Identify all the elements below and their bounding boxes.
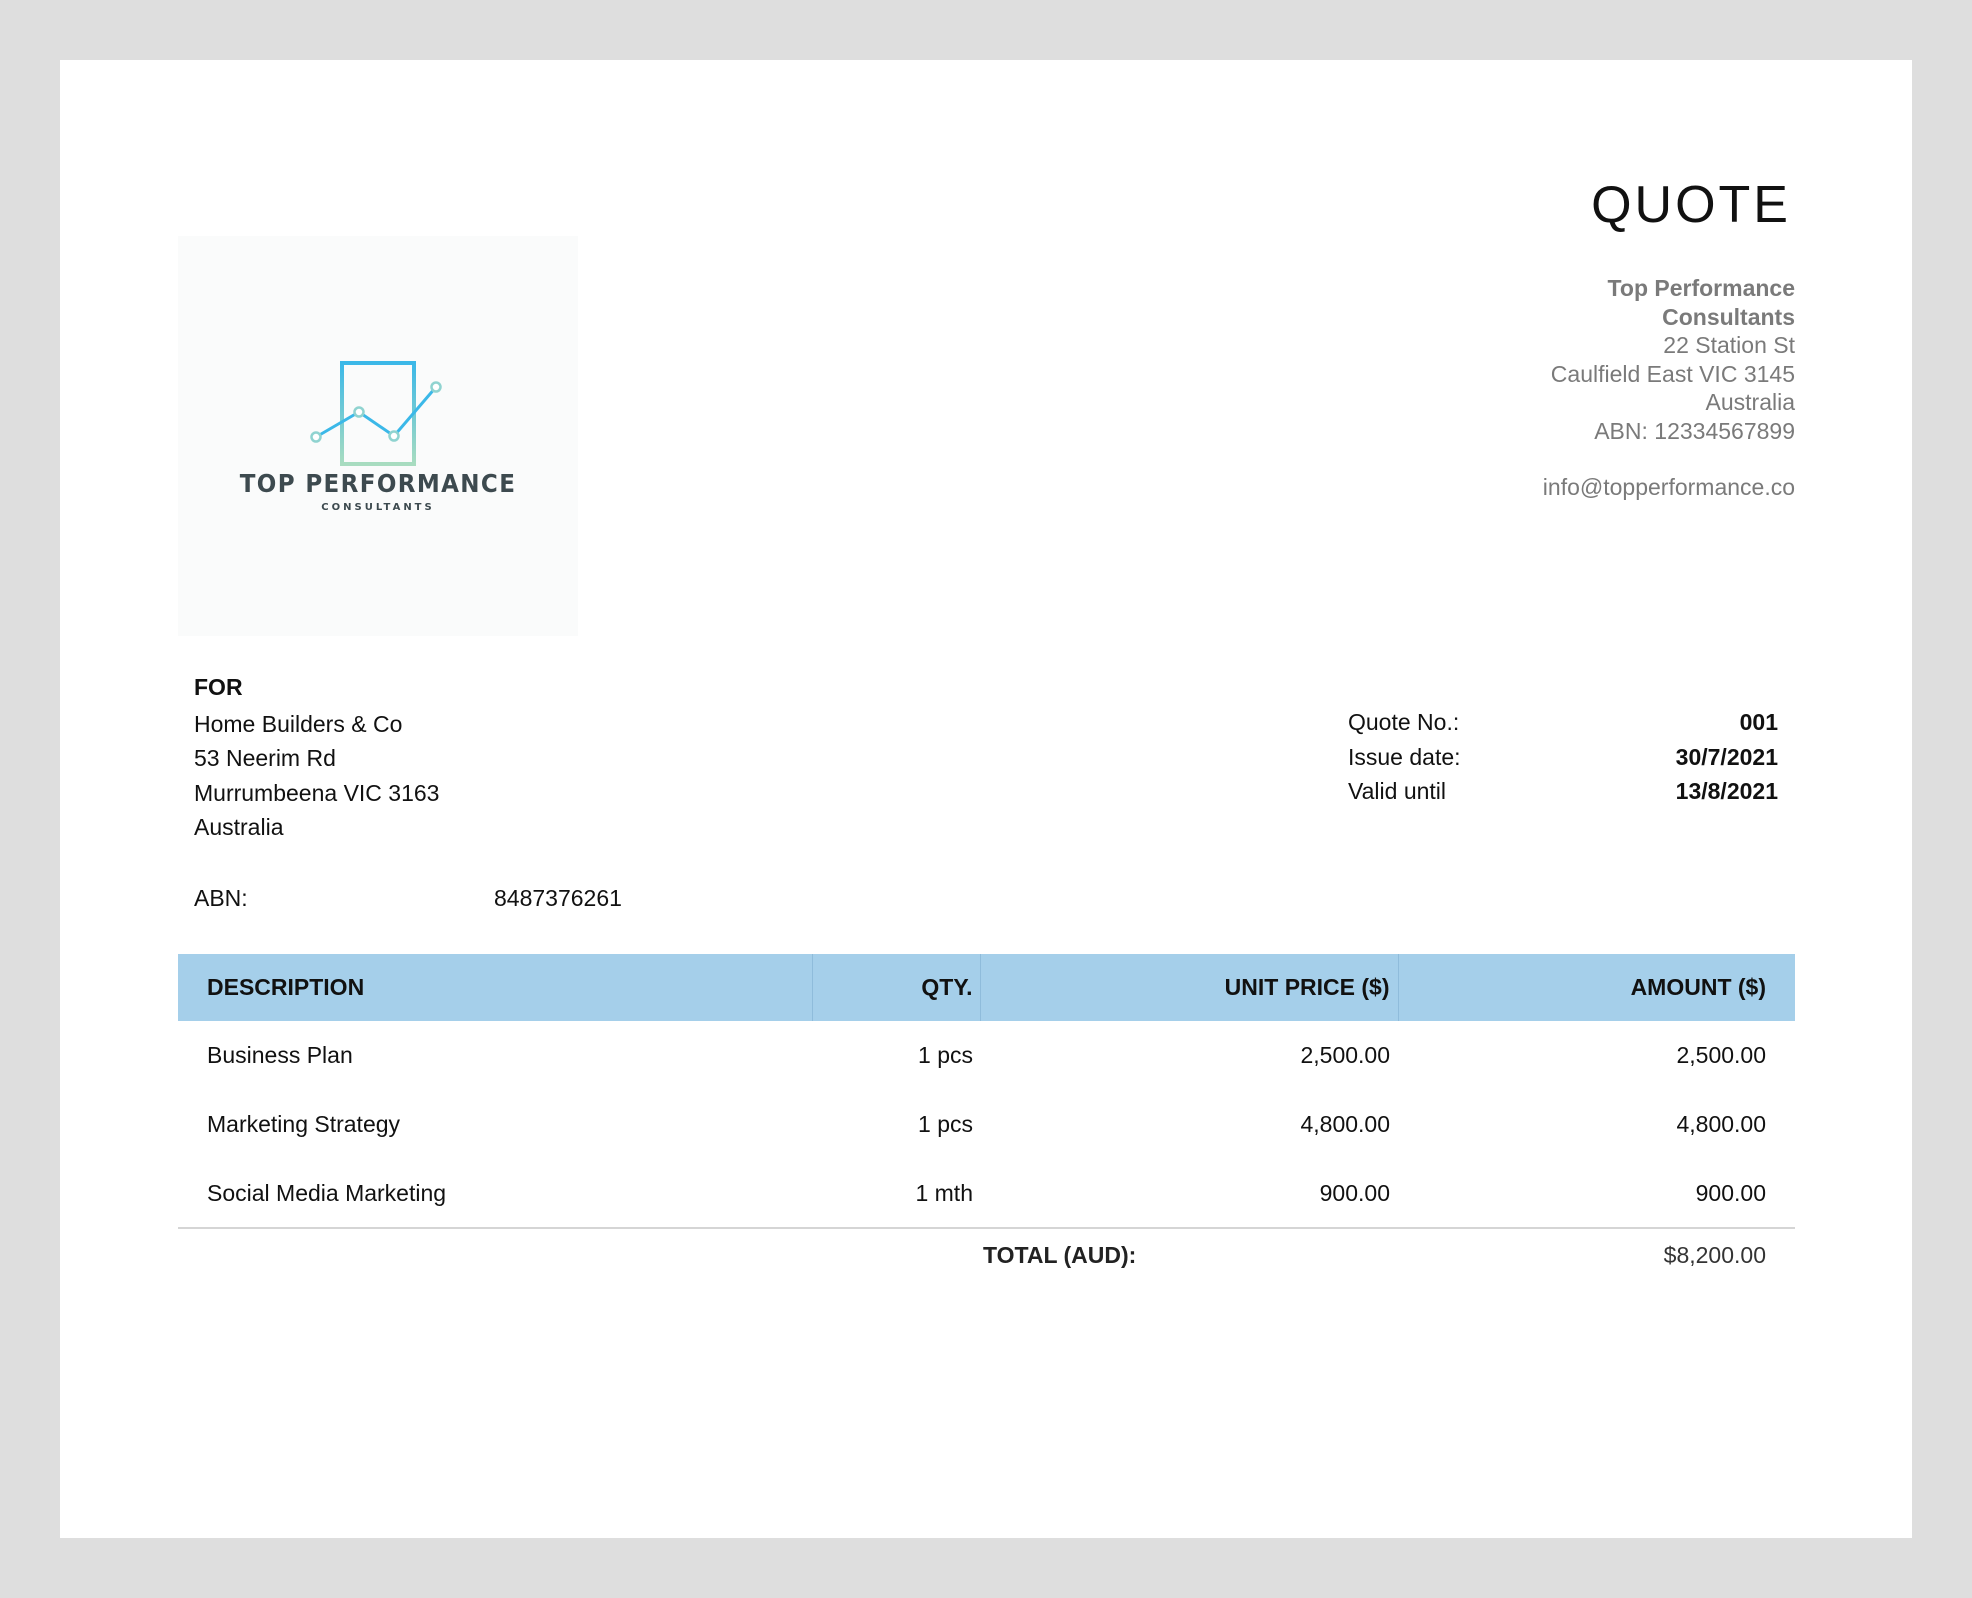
header-amount: AMOUNT ($) (1398, 954, 1795, 1021)
document-title: QUOTE (1591, 176, 1791, 234)
company-address-line2: Caulfield East VIC 3145 (1550, 360, 1795, 387)
valid-until-label: Valid until (1348, 778, 1447, 804)
client-address-line1: 53 Neerim Rd (194, 745, 336, 771)
issue-date-label: Issue date: (1348, 743, 1461, 770)
row-amount: 4,800.00 (1676, 1111, 1766, 1137)
company-name-line1: Top Performance (1607, 275, 1795, 301)
table-row (178, 1159, 1795, 1228)
company-address-line1: 22 Station St (1663, 332, 1795, 358)
issue-date-row (1348, 740, 1778, 775)
company-abn: ABN: 12334567899 (1594, 417, 1795, 444)
company-details (1543, 274, 1795, 502)
client-abn-label: ABN: (194, 885, 248, 911)
logo-wordmark: TOP PERFORMANCE (239, 469, 517, 498)
quote-page (60, 60, 1912, 1538)
valid-until-row (1348, 774, 1778, 809)
client-label: FOR (194, 674, 243, 700)
client-abn-value: 8487376261 (494, 885, 622, 911)
total-value: $8,200.00 (1663, 1242, 1766, 1268)
row-amount: 2,500.00 (1676, 1042, 1766, 1068)
row-description: Social Media Marketing (178, 1159, 812, 1228)
company-country: Australia (1705, 389, 1795, 415)
row-unit-price: 2,500.00 (1300, 1042, 1390, 1068)
client-details (194, 670, 439, 845)
quote-number-value: 001 (1739, 709, 1778, 735)
quote-number-label: Quote No.: (1348, 709, 1460, 735)
row-description: Marketing Strategy (207, 1111, 401, 1137)
row-qty: 1 mth (812, 1159, 980, 1228)
table-row (178, 1021, 1795, 1090)
company-name-line2: Consultants (1662, 303, 1795, 330)
total-label: TOTAL (AUD): (983, 1242, 1137, 1268)
quote-meta (1348, 705, 1778, 809)
client-abn-row (194, 885, 622, 912)
row-description: Business Plan (207, 1042, 353, 1068)
table-row (178, 1090, 1795, 1159)
line-items-table (178, 954, 1795, 1229)
valid-until-value: 13/8/2021 (1675, 778, 1778, 804)
logo-chart-icon (178, 236, 578, 636)
header-qty: QTY. (812, 954, 980, 1021)
client-address-line2: Murrumbeena VIC 3163 (194, 779, 440, 806)
client-country: Australia (194, 814, 284, 840)
logo-subtitle: CONSULTANTS (321, 502, 435, 513)
table-header-row (178, 954, 1795, 1021)
row-unit-price: 4,800.00 (1300, 1111, 1390, 1137)
quote-number-row (1348, 705, 1778, 740)
header-unit-price: UNIT PRICE ($) (980, 954, 1398, 1021)
row-qty: 1 pcs (918, 1111, 973, 1137)
company-logo (178, 236, 578, 636)
row-unit-price: 900.00 (980, 1159, 1398, 1228)
header-description: DESCRIPTION (178, 954, 812, 1021)
company-email[interactable]: info@topperformance.co (1542, 474, 1795, 500)
row-qty: 1 pcs (918, 1042, 973, 1068)
issue-date-value: 30/7/2021 (1675, 743, 1778, 770)
client-name: Home Builders & Co (194, 710, 403, 737)
row-amount: 900.00 (1398, 1159, 1795, 1228)
